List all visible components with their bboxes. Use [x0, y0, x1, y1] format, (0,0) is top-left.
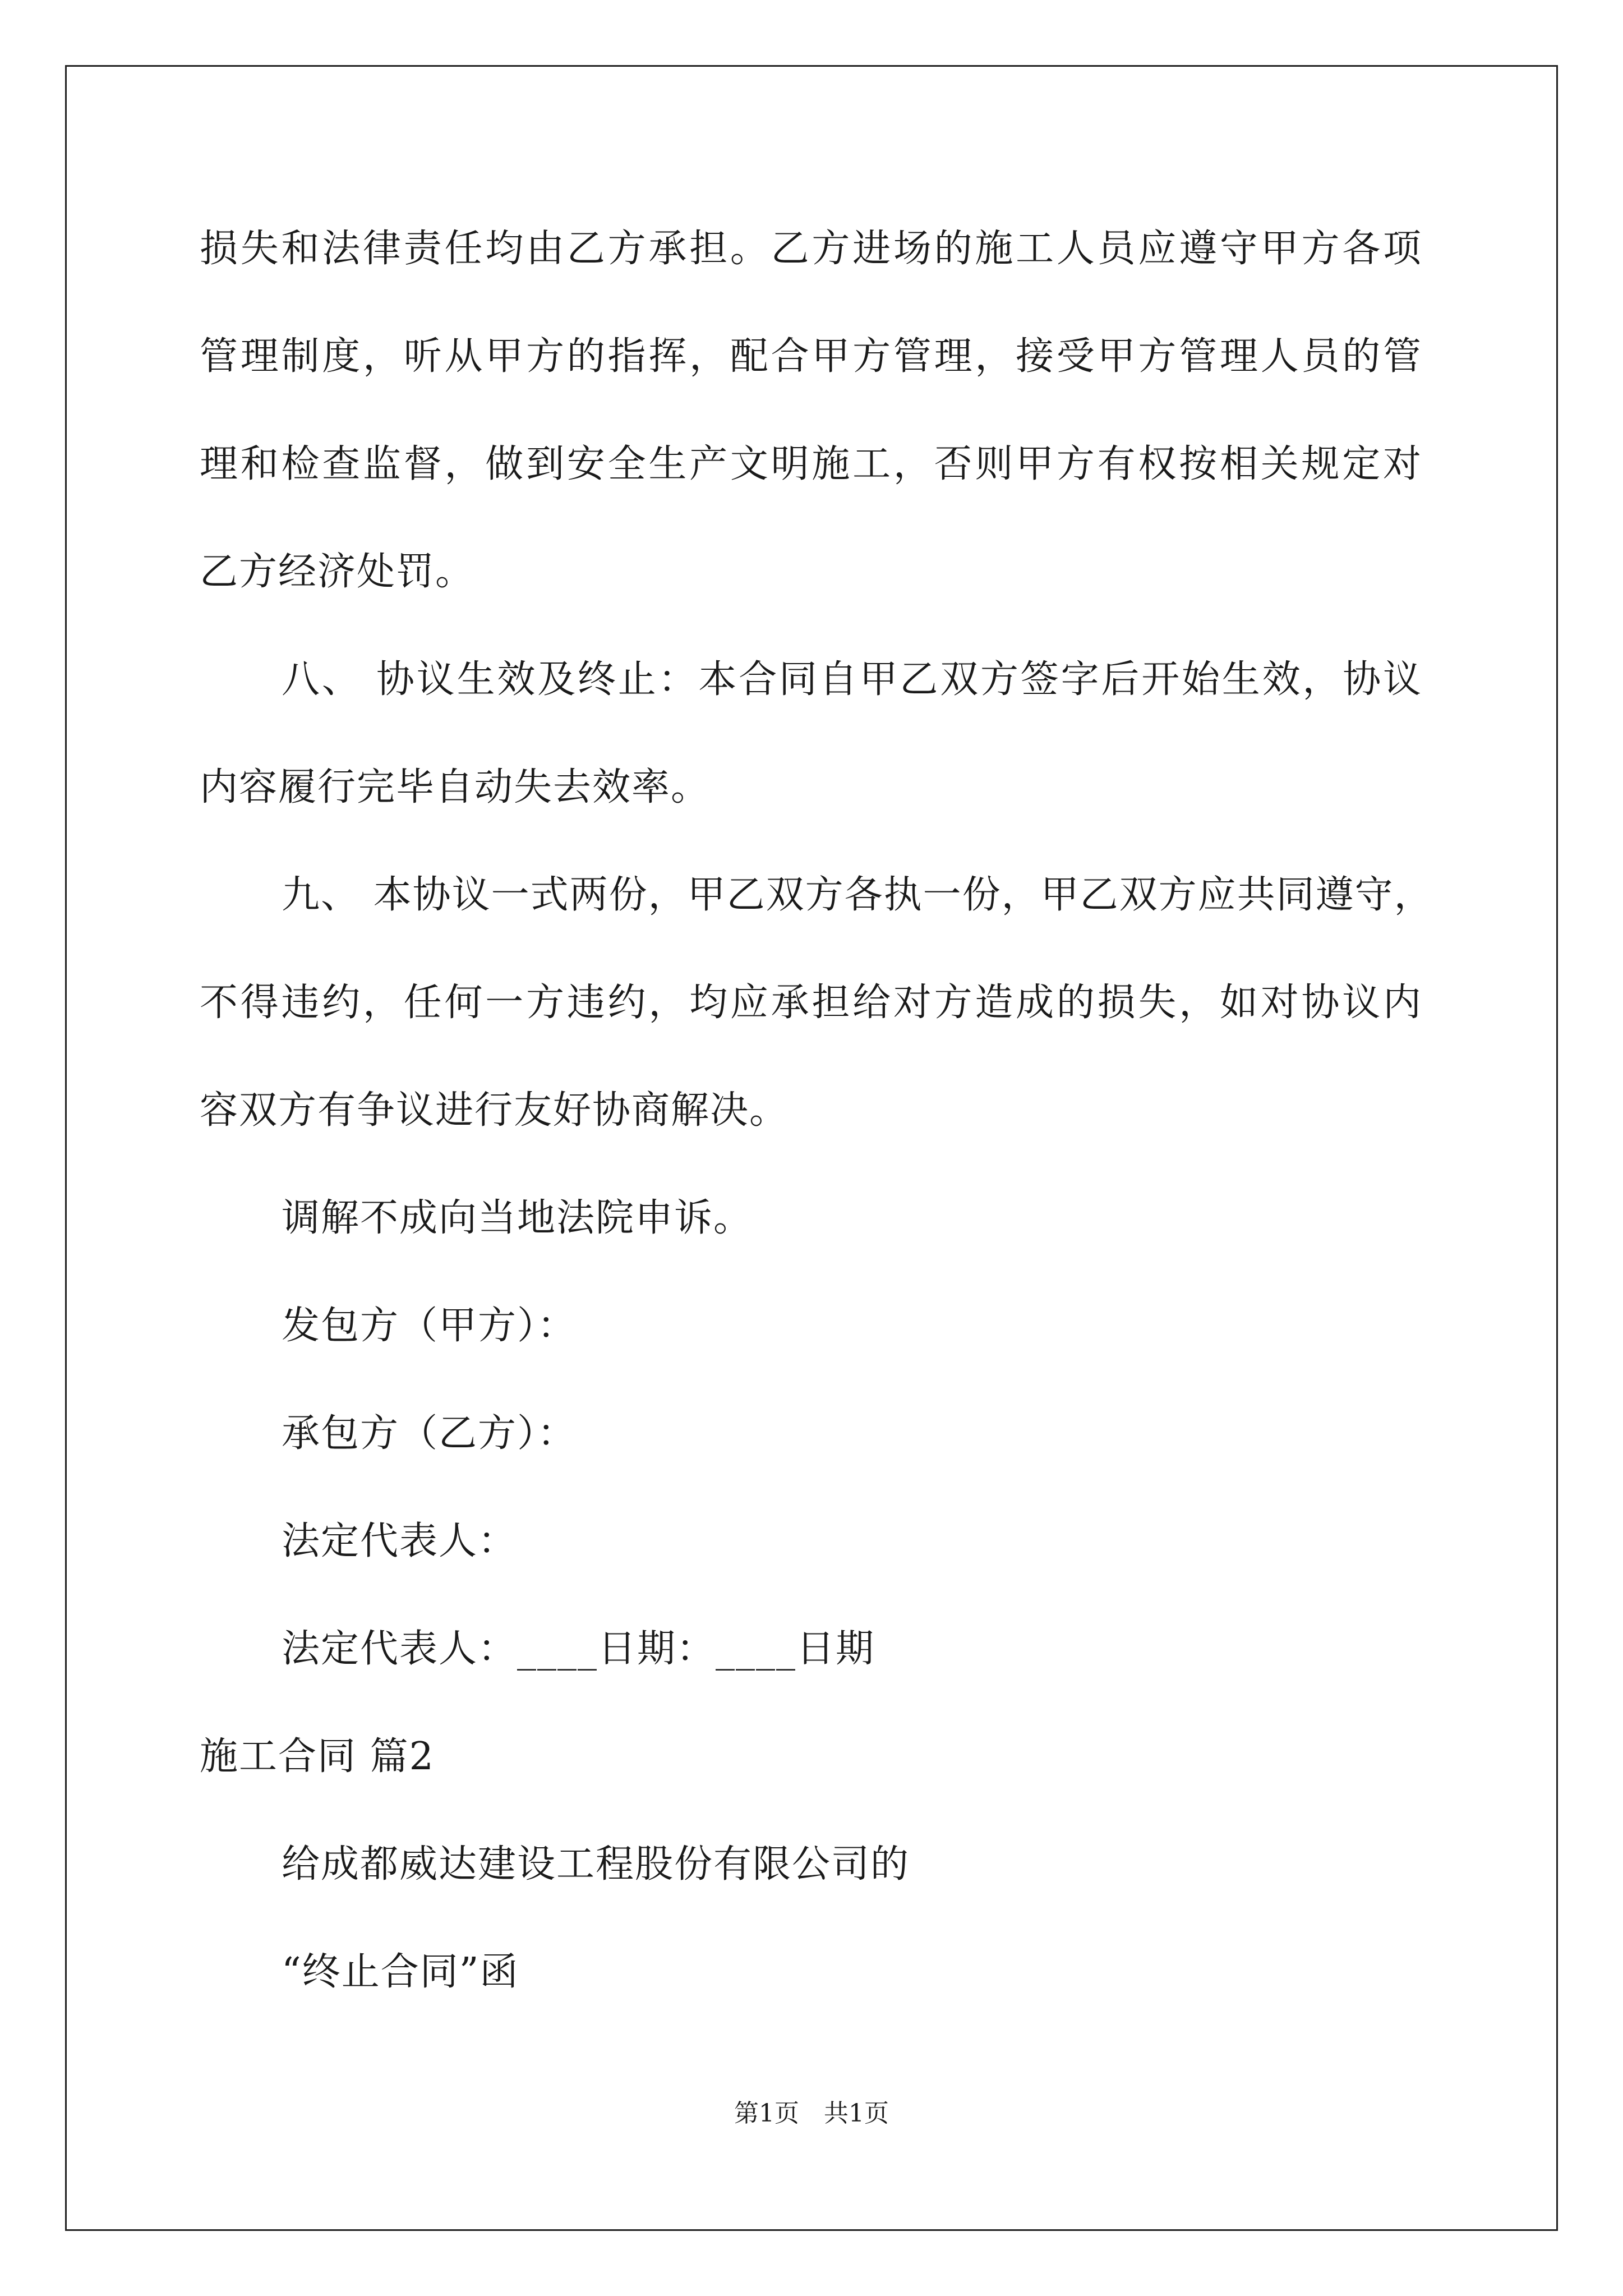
- party-a-label: 发包方（甲方）：: [282, 1304, 577, 1348]
- section-heading: 施工合同 篇2: [200, 1734, 435, 1779]
- page-footer: [0, 2098, 1623, 2129]
- paragraph-line: 理和检查监督，做到安全生产文明施工，否则甲方有权按相关规定对: [200, 442, 1422, 486]
- mediation-line: 调解不成向当地法院申诉。: [282, 1196, 753, 1240]
- page-number-current: 第1页: [734, 2099, 799, 2128]
- page-number-total: 共1页: [824, 2099, 889, 2128]
- addressee-line: 给成都威达建设工程股份有限公司的: [282, 1842, 910, 1887]
- paragraph-line: 乙方经济处罚。: [200, 550, 475, 594]
- legal-representative-label: 法定代表人：: [282, 1519, 518, 1563]
- clause-8-line: 八、 协议生效及终止：本合同自甲乙双方签字后开始生效，协议: [282, 657, 1422, 702]
- paragraph-line: 损失和法律责任均由乙方承担。乙方进场的施工人员应遵守甲方各项: [200, 227, 1422, 271]
- clause-9-line: 容双方有争议进行友好协商解决。: [200, 1088, 789, 1133]
- party-b-label: 承包方（乙方）：: [282, 1411, 577, 1456]
- page-border: [65, 65, 1558, 2231]
- clause-8-line: 内容履行完毕自动失去效率。: [200, 765, 711, 809]
- clause-9-line: 九、 本协议一式两份，甲乙双方各执一份，甲乙双方应共同遵守，: [282, 873, 1433, 917]
- paragraph-line: 管理制度，听从甲方的指挥，配合甲方管理，接受甲方管理人员的管: [200, 334, 1422, 379]
- clause-9-line: 不得违约，任何一方违约，均应承担给对方造成的损失，如对协议内: [200, 981, 1422, 1025]
- signature-date-line: 法定代表人：____日期：____日期: [282, 1627, 875, 1671]
- letter-title: “终止合同”函: [282, 1950, 519, 1994]
